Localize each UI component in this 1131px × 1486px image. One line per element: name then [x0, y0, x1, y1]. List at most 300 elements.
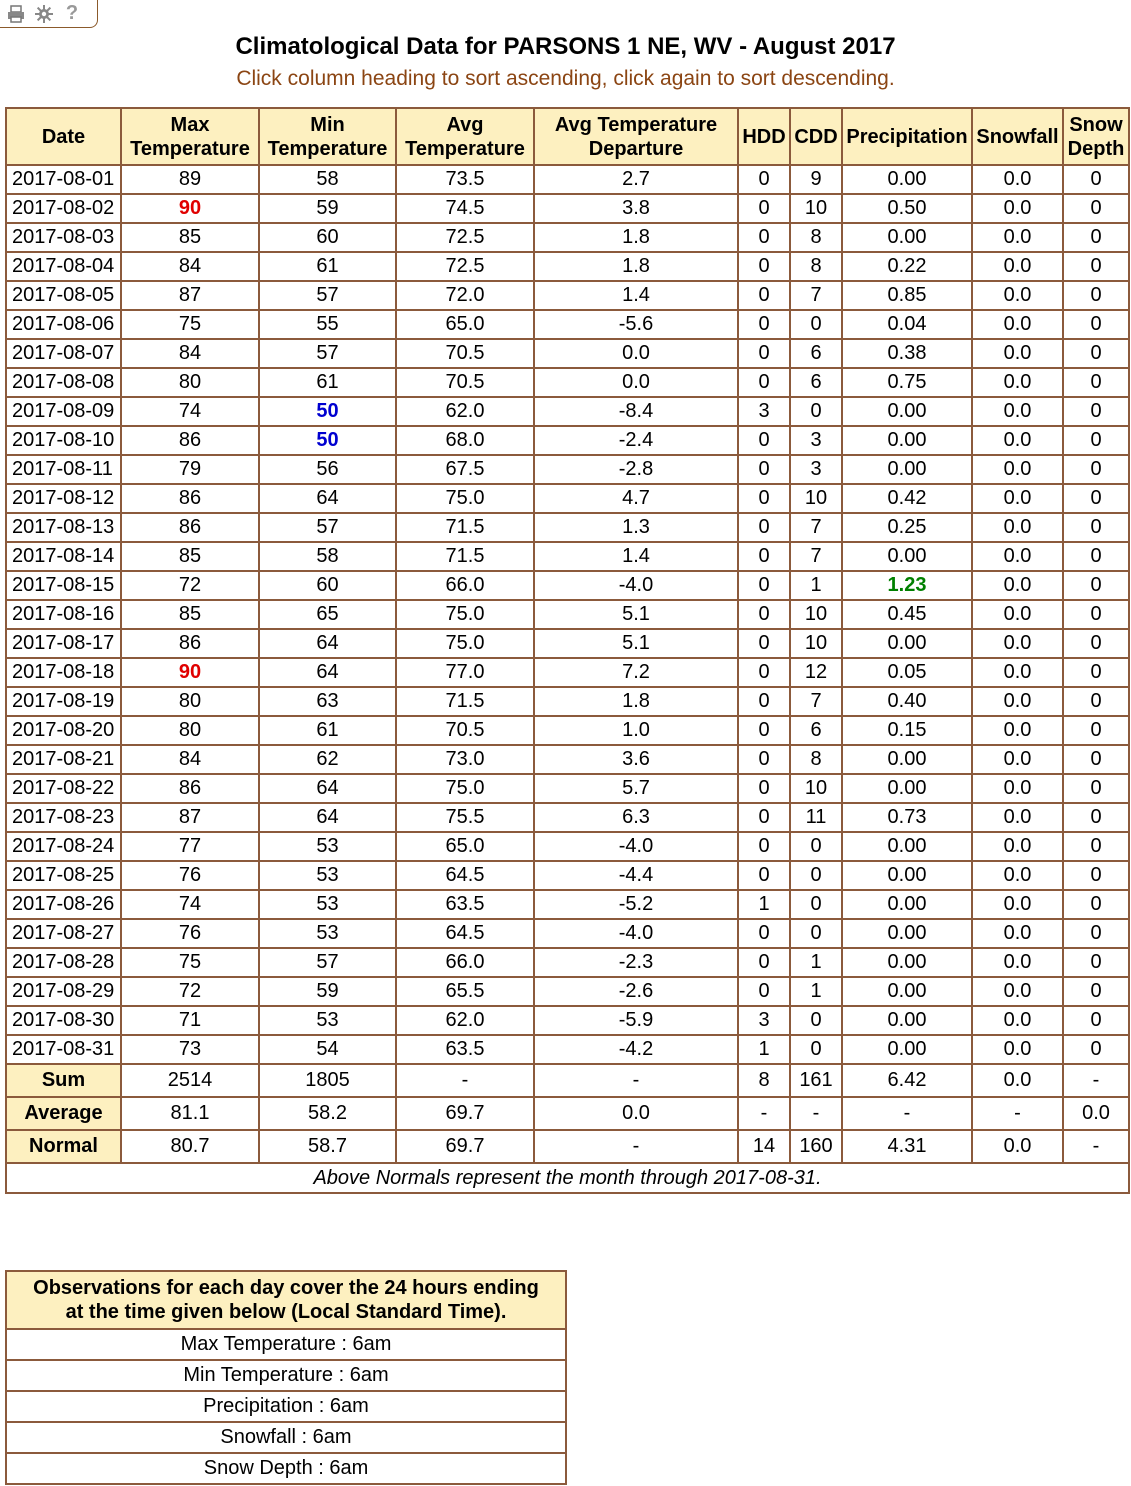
- column-header-label: Depth: [1067, 137, 1125, 160]
- summary-cell-avg-temperature: -: [396, 1064, 534, 1097]
- cell-snow-depth: 0: [1063, 339, 1129, 368]
- cell-precipitation: 0.40: [842, 687, 972, 716]
- column-header-hdd[interactable]: [738, 108, 790, 165]
- cell-avg-temperature-departure: -4.0: [534, 919, 738, 948]
- cell-min-temperature: 53: [259, 919, 396, 948]
- cell-precipitation: 0.00: [842, 861, 972, 890]
- cell-min-temperature: 60: [259, 571, 396, 600]
- cell-snow-depth: 0: [1063, 861, 1129, 890]
- table-row: [6, 1035, 1129, 1064]
- cell-hdd: 0: [738, 919, 790, 948]
- column-header-snow-depth[interactable]: [1063, 108, 1129, 165]
- cell-avg-temperature: 75.0: [396, 600, 534, 629]
- cell-avg-temperature-departure: -4.2: [534, 1035, 738, 1064]
- cell-avg-temperature: 70.5: [396, 339, 534, 368]
- climate-data-table: [5, 107, 1130, 1194]
- cell-precipitation: 0.05: [842, 658, 972, 687]
- cell-hdd: 0: [738, 513, 790, 542]
- summary-cell-snowfall: -: [972, 1097, 1063, 1130]
- cell-hdd: 0: [738, 165, 790, 194]
- column-header-label: Avg: [446, 113, 484, 136]
- cell-date: 2017-08-30: [6, 1006, 121, 1035]
- cell-snow-depth: 0: [1063, 281, 1129, 310]
- cell-hdd: 0: [738, 542, 790, 571]
- cell-min-temperature: 57: [259, 339, 396, 368]
- column-header-date[interactable]: [6, 108, 121, 165]
- cell-snowfall: 0.0: [972, 803, 1063, 832]
- cell-avg-temperature: 68.0: [396, 426, 534, 455]
- column-header-label: Max: [170, 113, 210, 136]
- cell-avg-temperature-departure: 0.0: [534, 368, 738, 397]
- cell-avg-temperature-departure: -4.0: [534, 832, 738, 861]
- cell-hdd: 0: [738, 281, 790, 310]
- cell-hdd: 0: [738, 426, 790, 455]
- cell-max-temperature: 86: [121, 513, 259, 542]
- cell-min-temperature: 64: [259, 658, 396, 687]
- table-row: [6, 745, 1129, 774]
- cell-precipitation: 0.00: [842, 977, 972, 1006]
- cell-cdd: 1: [790, 948, 842, 977]
- cell-snow-depth: 0: [1063, 397, 1129, 426]
- cell-min-temperature: 63: [259, 687, 396, 716]
- cell-date: 2017-08-14: [6, 542, 121, 571]
- cell-hdd: 1: [738, 1035, 790, 1064]
- cell-date: 2017-08-21: [6, 745, 121, 774]
- cell-max-temperature: 71: [121, 1006, 259, 1035]
- cell-avg-temperature-departure: 1.3: [534, 513, 738, 542]
- cell-snowfall: 0.0: [972, 687, 1063, 716]
- cell-hdd: 0: [738, 368, 790, 397]
- cell-cdd: 10: [790, 629, 842, 658]
- summary-cell-min-temperature: 58.2: [259, 1097, 396, 1130]
- summary-row: [6, 1097, 1129, 1130]
- column-header-label: Temperature: [405, 137, 525, 160]
- cell-max-temperature: 90: [121, 194, 259, 223]
- cell-precipitation: 0.00: [842, 629, 972, 658]
- table-row: [6, 252, 1129, 281]
- cell-avg-temperature-departure: 1.8: [534, 252, 738, 281]
- cell-cdd: 0: [790, 919, 842, 948]
- table-body: [6, 165, 1129, 1064]
- cell-snowfall: 0.0: [972, 745, 1063, 774]
- cell-max-temperature: 79: [121, 455, 259, 484]
- cell-snow-depth: 0: [1063, 252, 1129, 281]
- table-row: [6, 861, 1129, 890]
- cell-avg-temperature: 70.5: [396, 368, 534, 397]
- cell-precipitation: 0.00: [842, 455, 972, 484]
- column-header-label: Temperature: [130, 137, 250, 160]
- summary-cell-hdd: 14: [738, 1130, 790, 1163]
- table-row: [6, 368, 1129, 397]
- cell-date: 2017-08-09: [6, 397, 121, 426]
- cell-cdd: 10: [790, 194, 842, 223]
- cell-min-temperature: 61: [259, 252, 396, 281]
- cell-min-temperature: 58: [259, 165, 396, 194]
- cell-precipitation: 0.38: [842, 339, 972, 368]
- column-header-label: Snow: [1069, 113, 1123, 136]
- cell-snow-depth: 0: [1063, 513, 1129, 542]
- column-header-max-temperature[interactable]: [121, 108, 259, 165]
- cell-date: 2017-08-26: [6, 890, 121, 919]
- cell-min-temperature: 64: [259, 484, 396, 513]
- summary-cell-avg-temperature: 69.7: [396, 1097, 534, 1130]
- cell-avg-temperature: 63.5: [396, 1035, 534, 1064]
- cell-avg-temperature-departure: 3.6: [534, 745, 738, 774]
- column-header-snowfall[interactable]: [972, 108, 1063, 165]
- cell-date: 2017-08-17: [6, 629, 121, 658]
- table-row: [6, 165, 1129, 194]
- cell-avg-temperature-departure: 2.7: [534, 165, 738, 194]
- column-header-label: Date: [41, 125, 86, 148]
- cell-hdd: 0: [738, 861, 790, 890]
- cell-snowfall: 0.0: [972, 310, 1063, 339]
- cell-min-temperature: 57: [259, 281, 396, 310]
- cell-min-temperature: 61: [259, 716, 396, 745]
- cell-avg-temperature: 70.5: [396, 716, 534, 745]
- cell-snow-depth: 0: [1063, 977, 1129, 1006]
- table-row: [6, 716, 1129, 745]
- cell-min-temperature: 65: [259, 600, 396, 629]
- cell-cdd: 6: [790, 339, 842, 368]
- cell-date: 2017-08-27: [6, 919, 121, 948]
- table-row: [6, 687, 1129, 716]
- cell-hdd: 0: [738, 194, 790, 223]
- cell-cdd: 7: [790, 281, 842, 310]
- cell-hdd: 0: [738, 745, 790, 774]
- summary-cell-avg-temperature: 69.7: [396, 1130, 534, 1163]
- cell-avg-temperature-departure: 5.7: [534, 774, 738, 803]
- cell-cdd: 0: [790, 397, 842, 426]
- cell-max-temperature: 89: [121, 165, 259, 194]
- cell-avg-temperature: 75.5: [396, 803, 534, 832]
- observation-time: Max Temperature : 6am: [6, 1329, 566, 1360]
- cell-snowfall: 0.0: [972, 1035, 1063, 1064]
- cell-date: 2017-08-19: [6, 687, 121, 716]
- table-row: [6, 803, 1129, 832]
- cell-avg-temperature-departure: 0.0: [534, 339, 738, 368]
- observation-header-line2: at the time given below (Local Standard Time).: [65, 1301, 507, 1323]
- cell-min-temperature: 59: [259, 194, 396, 223]
- summary-cell-precipitation: 6.42: [842, 1064, 972, 1097]
- cell-precipitation: 0.00: [842, 919, 972, 948]
- cell-max-temperature: 76: [121, 861, 259, 890]
- table-row: [6, 484, 1129, 513]
- cell-max-temperature: 80: [121, 368, 259, 397]
- cell-snowfall: 0.0: [972, 194, 1063, 223]
- summary-cell-cdd: 160: [790, 1130, 842, 1163]
- observation-row: [6, 1329, 566, 1360]
- cell-avg-temperature-departure: -5.6: [534, 310, 738, 339]
- gear-icon[interactable]: [34, 4, 54, 24]
- cell-cdd: 3: [790, 455, 842, 484]
- cell-snowfall: 0.0: [972, 919, 1063, 948]
- cell-date: 2017-08-03: [6, 223, 121, 252]
- cell-max-temperature: 76: [121, 919, 259, 948]
- cell-cdd: 1: [790, 977, 842, 1006]
- cell-min-temperature: 60: [259, 223, 396, 252]
- observation-time: Precipitation : 6am: [6, 1391, 566, 1422]
- cell-avg-temperature: 67.5: [396, 455, 534, 484]
- cell-min-temperature: 64: [259, 803, 396, 832]
- column-header-min-temperature[interactable]: [259, 108, 396, 165]
- cell-cdd: 0: [790, 861, 842, 890]
- help-icon[interactable]: ?: [65, 2, 79, 24]
- summary-cell-hdd: -: [738, 1097, 790, 1130]
- cell-snow-depth: 0: [1063, 803, 1129, 832]
- summary-cell-hdd: 8: [738, 1064, 790, 1097]
- cell-hdd: 0: [738, 571, 790, 600]
- cell-hdd: 3: [738, 1006, 790, 1035]
- cell-avg-temperature: 65.0: [396, 832, 534, 861]
- cell-snow-depth: 0: [1063, 194, 1129, 223]
- cell-avg-temperature-departure: -4.4: [534, 861, 738, 890]
- cell-avg-temperature: 75.0: [396, 774, 534, 803]
- table-row: [6, 426, 1129, 455]
- summary-row: [6, 1064, 1129, 1097]
- cell-avg-temperature: 74.5: [396, 194, 534, 223]
- observation-time: Min Temperature : 6am: [6, 1360, 566, 1391]
- cell-max-temperature: 85: [121, 223, 259, 252]
- cell-snow-depth: 0: [1063, 774, 1129, 803]
- cell-hdd: 0: [738, 310, 790, 339]
- cell-date: 2017-08-07: [6, 339, 121, 368]
- table-row: [6, 339, 1129, 368]
- cell-avg-temperature-departure: 3.8: [534, 194, 738, 223]
- cell-precipitation: 0.50: [842, 194, 972, 223]
- table-row: [6, 948, 1129, 977]
- column-header-precipitation[interactable]: [842, 108, 972, 165]
- cell-hdd: 0: [738, 977, 790, 1006]
- cell-snow-depth: 0: [1063, 745, 1129, 774]
- summary-cell-snow-depth: -: [1063, 1130, 1129, 1163]
- cell-date: 2017-08-31: [6, 1035, 121, 1064]
- summary-cell-precipitation: -: [842, 1097, 972, 1130]
- cell-date: 2017-08-12: [6, 484, 121, 513]
- table-row: [6, 397, 1129, 426]
- cell-hdd: 0: [738, 803, 790, 832]
- cell-precipitation: 0.73: [842, 803, 972, 832]
- cell-min-temperature: 58: [259, 542, 396, 571]
- cell-snow-depth: 0: [1063, 310, 1129, 339]
- cell-precipitation: 0.00: [842, 542, 972, 571]
- column-header-label: Temperature: [267, 137, 388, 160]
- cell-avg-temperature-departure: 5.1: [534, 600, 738, 629]
- table-row: [6, 455, 1129, 484]
- cell-precipitation: 0.00: [842, 832, 972, 861]
- column-header-label: Min: [310, 113, 345, 136]
- cell-avg-temperature: 72.5: [396, 223, 534, 252]
- cell-max-temperature: 80: [121, 687, 259, 716]
- cell-date: 2017-08-10: [6, 426, 121, 455]
- cell-snow-depth: 0: [1063, 223, 1129, 252]
- cell-date: 2017-08-29: [6, 977, 121, 1006]
- cell-min-temperature: 57: [259, 948, 396, 977]
- cell-cdd: 6: [790, 368, 842, 397]
- cell-avg-temperature: 62.0: [396, 397, 534, 426]
- cell-snowfall: 0.0: [972, 281, 1063, 310]
- summary-cell-avg-temperature-departure: -: [534, 1130, 738, 1163]
- cell-max-temperature: 74: [121, 397, 259, 426]
- cell-min-temperature: 53: [259, 1006, 396, 1035]
- cell-precipitation: 0.00: [842, 426, 972, 455]
- cell-precipitation: 0.00: [842, 774, 972, 803]
- column-header-avg-temperature[interactable]: [396, 108, 534, 165]
- cell-min-temperature: 50: [259, 426, 396, 455]
- table-row: [6, 600, 1129, 629]
- summary-cell-cdd: 161: [790, 1064, 842, 1097]
- table-row: [6, 281, 1129, 310]
- cell-precipitation: 0.15: [842, 716, 972, 745]
- cell-date: 2017-08-04: [6, 252, 121, 281]
- cell-snowfall: 0.0: [972, 484, 1063, 513]
- summary-cell-cdd: -: [790, 1097, 842, 1130]
- cell-hdd: 0: [738, 687, 790, 716]
- cell-cdd: 0: [790, 832, 842, 861]
- summary-cell-snowfall: 0.0: [972, 1064, 1063, 1097]
- cell-avg-temperature: 71.5: [396, 542, 534, 571]
- cell-min-temperature: 64: [259, 774, 396, 803]
- cell-snow-depth: 0: [1063, 571, 1129, 600]
- cell-cdd: 0: [790, 1006, 842, 1035]
- cell-precipitation: 0.00: [842, 745, 972, 774]
- toolbar: [0, 0, 98, 28]
- observation-row: [6, 1360, 566, 1391]
- observation-row: [6, 1422, 566, 1453]
- table-row: [6, 194, 1129, 223]
- cell-avg-temperature: 75.0: [396, 629, 534, 658]
- cell-hdd: 0: [738, 948, 790, 977]
- cell-snowfall: 0.0: [972, 252, 1063, 281]
- cell-cdd: 1: [790, 571, 842, 600]
- cell-max-temperature: 87: [121, 803, 259, 832]
- cell-precipitation: 0.00: [842, 890, 972, 919]
- cell-precipitation: 0.45: [842, 600, 972, 629]
- cell-max-temperature: 80: [121, 716, 259, 745]
- cell-max-temperature: 74: [121, 890, 259, 919]
- cell-cdd: 11: [790, 803, 842, 832]
- cell-avg-temperature-departure: -8.4: [534, 397, 738, 426]
- cell-precipitation: 0.00: [842, 223, 972, 252]
- cell-hdd: 0: [738, 339, 790, 368]
- cell-cdd: 3: [790, 426, 842, 455]
- cell-avg-temperature-departure: 5.1: [534, 629, 738, 658]
- column-header-avg-temperature-departure[interactable]: [534, 108, 738, 165]
- summary-cell-min-temperature: 58.7: [259, 1130, 396, 1163]
- cell-snowfall: 0.0: [972, 629, 1063, 658]
- cell-cdd: 8: [790, 745, 842, 774]
- table-row: [6, 658, 1129, 687]
- column-header-label: Snowfall: [976, 125, 1059, 148]
- cell-min-temperature: 53: [259, 832, 396, 861]
- cell-hdd: 0: [738, 223, 790, 252]
- cell-date: 2017-08-08: [6, 368, 121, 397]
- footnote-row: [6, 1163, 1129, 1193]
- cell-cdd: 8: [790, 223, 842, 252]
- cell-hdd: 0: [738, 252, 790, 281]
- cell-hdd: 0: [738, 600, 790, 629]
- cell-precipitation: 0.42: [842, 484, 972, 513]
- cell-avg-temperature-departure: -5.2: [534, 890, 738, 919]
- cell-avg-temperature-departure: -2.4: [534, 426, 738, 455]
- cell-min-temperature: 56: [259, 455, 396, 484]
- cell-precipitation: 0.00: [842, 1006, 972, 1035]
- cell-max-temperature: 72: [121, 977, 259, 1006]
- cell-max-temperature: 86: [121, 774, 259, 803]
- cell-avg-temperature: 65.0: [396, 310, 534, 339]
- cell-precipitation: 1.23: [842, 571, 972, 600]
- cell-snowfall: 0.0: [972, 948, 1063, 977]
- cell-cdd: 12: [790, 658, 842, 687]
- column-header-label: Precipitation: [846, 125, 968, 148]
- summary-cell-precipitation: 4.31: [842, 1130, 972, 1163]
- summary-cell-min-temperature: 1805: [259, 1064, 396, 1097]
- cell-max-temperature: 84: [121, 745, 259, 774]
- cell-hdd: 0: [738, 716, 790, 745]
- cell-cdd: 0: [790, 1035, 842, 1064]
- cell-min-temperature: 64: [259, 629, 396, 658]
- table-row: [6, 977, 1129, 1006]
- print-icon[interactable]: [6, 4, 26, 24]
- cell-snow-depth: 0: [1063, 368, 1129, 397]
- cell-avg-temperature-departure: 7.2: [534, 658, 738, 687]
- cell-date: 2017-08-25: [6, 861, 121, 890]
- cell-avg-temperature: 63.5: [396, 890, 534, 919]
- cell-hdd: 0: [738, 774, 790, 803]
- observation-row: [6, 1391, 566, 1422]
- cell-snowfall: 0.0: [972, 716, 1063, 745]
- cell-min-temperature: 57: [259, 513, 396, 542]
- table-row: [6, 1006, 1129, 1035]
- cell-snowfall: 0.0: [972, 339, 1063, 368]
- cell-date: 2017-08-28: [6, 948, 121, 977]
- table-row: [6, 629, 1129, 658]
- summary-cell-max-temperature: 80.7: [121, 1130, 259, 1163]
- cell-snow-depth: 0: [1063, 542, 1129, 571]
- cell-cdd: 9: [790, 165, 842, 194]
- observation-header-line1: Observations for each day cover the 24 hours ending: [33, 1277, 539, 1299]
- cell-cdd: 6: [790, 716, 842, 745]
- cell-cdd: 8: [790, 252, 842, 281]
- cell-precipitation: 0.25: [842, 513, 972, 542]
- cell-precipitation: 0.04: [842, 310, 972, 339]
- cell-snow-depth: 0: [1063, 1035, 1129, 1064]
- cell-avg-temperature: 75.0: [396, 484, 534, 513]
- table-row: [6, 571, 1129, 600]
- cell-avg-temperature: 66.0: [396, 948, 534, 977]
- observation-times-header: [6, 1271, 566, 1329]
- summary-cell-snowfall: 0.0: [972, 1130, 1063, 1163]
- column-header-cdd[interactable]: [790, 108, 842, 165]
- cell-snowfall: 0.0: [972, 455, 1063, 484]
- cell-hdd: 3: [738, 397, 790, 426]
- cell-max-temperature: 75: [121, 310, 259, 339]
- cell-avg-temperature-departure: 1.4: [534, 281, 738, 310]
- cell-snow-depth: 0: [1063, 484, 1129, 513]
- table-row: [6, 513, 1129, 542]
- summary-cell-snow-depth: 0.0: [1063, 1097, 1129, 1130]
- cell-avg-temperature: 66.0: [396, 571, 534, 600]
- cell-min-temperature: 53: [259, 890, 396, 919]
- table-row: [6, 890, 1129, 919]
- cell-date: 2017-08-05: [6, 281, 121, 310]
- cell-hdd: 0: [738, 832, 790, 861]
- summary-label: Normal: [6, 1130, 121, 1163]
- column-header-label: HDD: [742, 125, 786, 148]
- cell-snowfall: 0.0: [972, 832, 1063, 861]
- cell-date: 2017-08-01: [6, 165, 121, 194]
- summary-cell-max-temperature: 2514: [121, 1064, 259, 1097]
- table-row: [6, 832, 1129, 861]
